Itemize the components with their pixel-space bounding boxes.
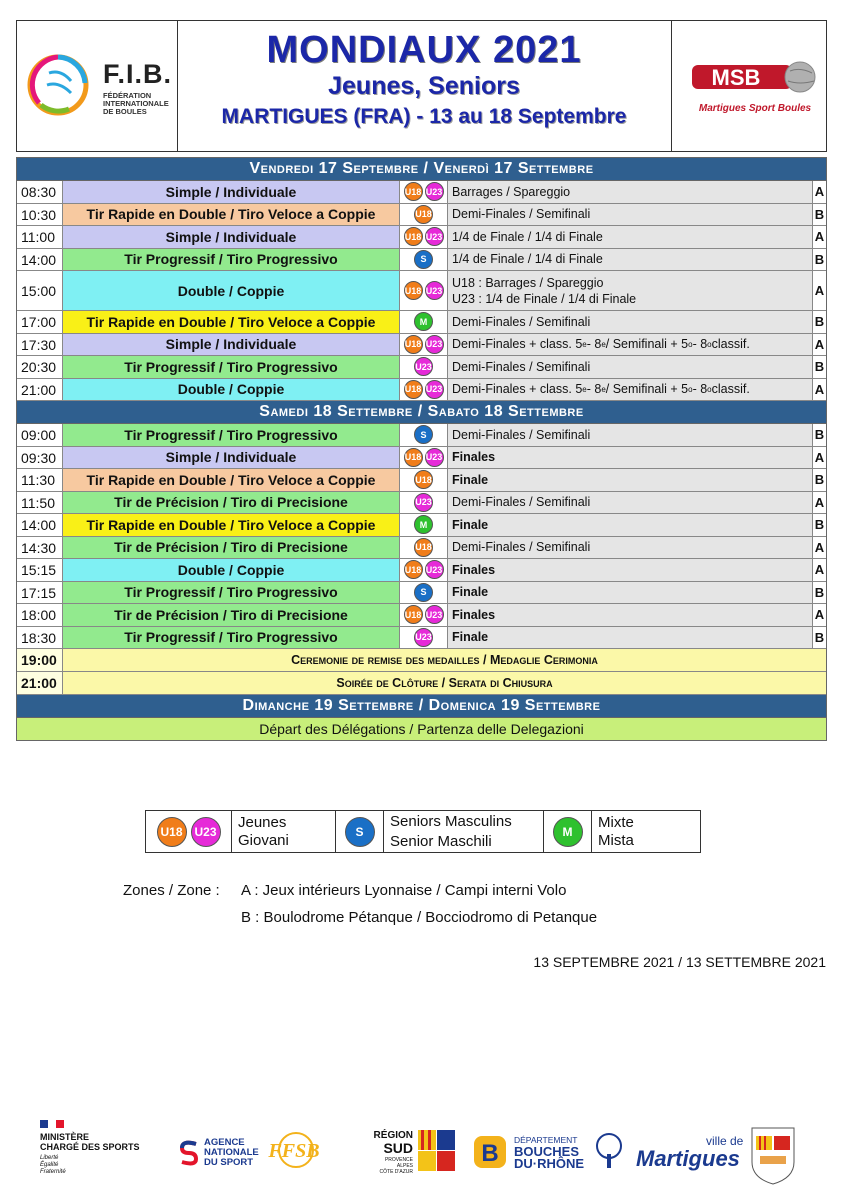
- u18-badge-icon: U18: [404, 448, 423, 467]
- phase-cell: Finale: [448, 627, 813, 649]
- event-cell: Tir Rapide en Double / Tiro Veloce a Coppie: [63, 469, 400, 491]
- svg-text:B: B: [481, 1140, 499, 1167]
- u18-badge-icon: U18: [404, 227, 423, 246]
- zone-cell: A: [814, 539, 825, 555]
- time-cell: 19:00: [17, 649, 63, 671]
- schedule-row: [17, 582, 826, 605]
- event-cell: Tir Progressif / Tiro Progressivo: [63, 424, 400, 446]
- u18-badge-icon: U18: [414, 470, 433, 489]
- u23-badge-icon: U23: [414, 628, 433, 647]
- document-date: 13 SEPTEMBRE 2021 / 13 SETTEMBRE 2021: [533, 954, 826, 970]
- schedule-row: [17, 356, 826, 379]
- svg-text:FFSB: FFSB: [268, 1140, 320, 1162]
- mixte-badge-icon: M: [414, 515, 433, 534]
- phase-cell: 1/4 de Finale / 1/4 di Finale: [448, 249, 813, 271]
- fib-sub-line: INTERNATIONALE: [103, 99, 169, 108]
- day-header: Dimanche 19 Settembre / Domenica 19 Settembre: [17, 695, 826, 718]
- schedule-row: [17, 334, 826, 357]
- phase-cell: [448, 271, 813, 310]
- fib-text: [103, 59, 172, 116]
- event-cell: Tir Progressif / Tiro Progressivo: [63, 627, 400, 649]
- schedule-row: [17, 226, 826, 249]
- event-cell: Tir Rapide en Double / Tiro Veloce a Coppie: [63, 311, 400, 333]
- bouches-du-rhone-logo: [472, 1132, 632, 1198]
- schedule-row: [17, 604, 826, 627]
- zone-cell: B: [814, 629, 825, 645]
- day-header: Vendredi 17 Septembre / Venerdì 17 Settembre: [17, 158, 826, 181]
- seniors-badge-icon: S: [345, 817, 375, 847]
- schedule-row: [17, 627, 826, 650]
- time-cell: 15:00: [17, 271, 63, 310]
- msb-tagline: Martigues Sport Boules: [698, 103, 812, 114]
- sponsor-logos: [0, 1120, 841, 1190]
- event-cell: Simple / Individuale: [63, 181, 400, 203]
- phase-cell: 1/4 de Finale / 1/4 di Finale: [448, 226, 813, 248]
- u23-badge-icon: U23: [425, 605, 444, 624]
- schedule-row: [17, 514, 826, 537]
- category-cell: [400, 356, 448, 378]
- category-cell: [400, 604, 448, 626]
- mixte-badge-icon: M: [553, 817, 583, 847]
- phase-line: U23 : 1/4 de Finale / 1/4 di Finale: [452, 291, 637, 306]
- title-block: [177, 21, 671, 151]
- event-cell: Tir de Précision / Tiro di Precisione: [63, 537, 400, 559]
- phase-cell: Demi-Finales / Semifinali: [448, 356, 813, 378]
- motto-line: Égalité: [40, 1162, 59, 1168]
- ans-s-icon: [178, 1138, 200, 1168]
- ceremony-row: [17, 672, 826, 695]
- time-cell: 14:00: [17, 514, 63, 536]
- ministere-logo: [40, 1120, 150, 1186]
- time-cell: 09:00: [17, 424, 63, 446]
- u23-badge-icon: U23: [425, 380, 444, 399]
- region-line: CÔTE D'AZUR: [379, 1169, 413, 1175]
- u18-badge-icon: U18: [404, 605, 423, 624]
- zone-cell: A: [814, 336, 825, 352]
- region-line: ALPES: [396, 1163, 413, 1169]
- phase-cell: Demi-Finales + class. 5 e - 8 e / Semifinali + 5 o - 8 o classif.: [448, 379, 813, 401]
- fib-logo-block: [17, 21, 178, 151]
- zone-a: A : Jeux intérieurs Lyonnaise / Campi interni Volo: [241, 882, 567, 899]
- schedule-row: [17, 559, 826, 582]
- ans-line: DU SPORT: [204, 1157, 254, 1168]
- zone-cell: B: [814, 206, 825, 222]
- u18-badge-icon: U18: [404, 335, 423, 354]
- schedule-row: [17, 311, 826, 334]
- region-line: PROVENCE: [384, 1157, 413, 1163]
- page-title: MONDIAUX 2021: [266, 29, 582, 71]
- event-cell: Tir de Précision / Tiro di Precisione: [63, 604, 400, 626]
- zone-cell: A: [814, 449, 825, 465]
- category-cell: [400, 559, 448, 581]
- schedule-row: [17, 492, 826, 515]
- msb-name: MSB: [711, 65, 761, 90]
- fib-logo-icon: [27, 43, 89, 127]
- event-cell: Double / Coppie: [63, 379, 400, 401]
- phase-cell: Demi-Finales / Semifinali: [448, 311, 813, 333]
- ligue-provence-logo-icon: [748, 1126, 798, 1186]
- schedule-row: [17, 537, 826, 560]
- category-cell: [400, 249, 448, 271]
- phase-cell: Demi-Finales / Semifinali: [448, 424, 813, 446]
- category-cell: [400, 334, 448, 356]
- legend-mista: Mista: [598, 831, 634, 849]
- u18-badge-icon: U18: [414, 205, 433, 224]
- time-cell: 18:00: [17, 604, 63, 626]
- ville-label: ville de: [706, 1134, 744, 1148]
- zone-cell: B: [814, 251, 825, 267]
- schedule-row: [17, 204, 826, 227]
- zone-cell: B: [814, 427, 825, 443]
- zone-cell: B: [814, 517, 825, 533]
- region-line: RÉGION: [373, 1130, 413, 1141]
- phase-cell: Demi-Finales / Semifinali: [448, 492, 813, 514]
- region-shield-icon: [418, 1130, 456, 1172]
- category-cell: [400, 469, 448, 491]
- time-cell: 14:30: [17, 537, 63, 559]
- event-cell: Tir Progressif / Tiro Progressivo: [63, 249, 400, 271]
- fib-subtitle: [103, 92, 172, 116]
- u18-badge-icon: U18: [404, 281, 423, 300]
- event-cell: Tir Progressif / Tiro Progressivo: [63, 356, 400, 378]
- ans-line: AGENCE: [204, 1137, 245, 1148]
- motto-line: Fraternité: [40, 1169, 66, 1175]
- time-cell: 17:30: [17, 334, 63, 356]
- legend-mixte: Mixte: [598, 813, 634, 831]
- msb-logo-block: [671, 21, 827, 151]
- seniors-badge-icon: S: [414, 425, 433, 444]
- ceremony-text: Ceremonie de remise des medailles / Medaglie Cerimonia: [63, 649, 826, 671]
- french-flag-icon: [40, 1120, 64, 1128]
- legend-jeunes: Jeunes: [238, 813, 287, 831]
- ans-line: NATIONALE: [204, 1147, 259, 1158]
- u18-badge-icon: U18: [404, 560, 423, 579]
- zone-cell: A: [814, 283, 825, 298]
- time-cell: 18:30: [17, 627, 63, 649]
- category-cell: [400, 514, 448, 536]
- time-cell: 20:30: [17, 356, 63, 378]
- legend: [145, 810, 701, 853]
- b-letter-icon: [472, 1134, 508, 1170]
- schedule-table: [16, 157, 827, 741]
- category-cell: [400, 582, 448, 604]
- u23-badge-icon: U23: [425, 281, 444, 300]
- legend-badges-youth: [146, 811, 232, 852]
- time-cell: 21:00: [17, 672, 63, 694]
- u23-badge-icon: U23: [414, 357, 433, 376]
- u18-badge-icon: U18: [157, 817, 187, 847]
- mixte-badge-icon: M: [414, 312, 433, 331]
- time-cell: 11:00: [17, 226, 63, 248]
- schedule-row: [17, 424, 826, 447]
- zone-cell: B: [814, 359, 825, 375]
- u23-badge-icon: U23: [425, 227, 444, 246]
- seniors-badge-icon: S: [414, 250, 433, 269]
- event-cell: Tir Progressif / Tiro Progressivo: [63, 582, 400, 604]
- time-cell: 11:50: [17, 492, 63, 514]
- u18-badge-icon: U18: [414, 538, 433, 557]
- u23-badge-icon: U23: [425, 560, 444, 579]
- phase-cell: Demi-Finales / Semifinali: [448, 537, 813, 559]
- category-cell: [400, 537, 448, 559]
- departure-row: Départ des Délégations / Partenza delle Delegazioni: [17, 718, 826, 740]
- event-cell: Double / Coppie: [63, 271, 400, 310]
- u23-badge-icon: U23: [425, 182, 444, 201]
- fib-sub-line: DE BOULES: [103, 107, 147, 116]
- phase-cell: Demi-Finales + class. 5 e - 8 e / Semifinali + 5 o - 8 o classif.: [448, 334, 813, 356]
- category-cell: [400, 447, 448, 469]
- legend-mixte-text: [592, 811, 700, 852]
- fib-name: F.I.B.: [103, 59, 173, 89]
- u18-badge-icon: U18: [404, 380, 423, 399]
- event-place: MARTIGUES (FRA) - 13 au 18 Septembre: [221, 105, 627, 128]
- martigues-logo: [636, 1134, 746, 1200]
- time-cell: 10:30: [17, 204, 63, 226]
- phase-cell: Finales: [448, 604, 813, 626]
- page-subtitle: Jeunes, Seniors: [328, 72, 520, 100]
- zone-b: B : Boulodrome Pétanque / Bocciodromo di Petanque: [241, 909, 598, 926]
- category-cell: [400, 271, 448, 310]
- zone-cell: A: [814, 494, 825, 510]
- ville-name: Martigues: [636, 1146, 740, 1171]
- dept-line: BOUCHES: [514, 1144, 580, 1159]
- phase-cell: Finale: [448, 514, 813, 536]
- legend-seniors-it: Senior Maschili: [390, 832, 492, 850]
- ministere-line: CHARGÉ DES SPORTS: [40, 1142, 140, 1152]
- schedule-row: [17, 379, 826, 402]
- zones-lead: Zones / Zone :: [123, 882, 220, 899]
- phase-cell: Finales: [448, 559, 813, 581]
- dept-line: DÉPARTEMENT: [514, 1135, 578, 1145]
- zone-cell: B: [814, 314, 825, 330]
- legend-seniors-text: [384, 811, 544, 852]
- zone-cell: B: [814, 584, 825, 600]
- zone-cell: A: [814, 184, 825, 200]
- category-cell: [400, 379, 448, 401]
- category-cell: [400, 226, 448, 248]
- u23-badge-icon: U23: [425, 335, 444, 354]
- event-cell: Tir de Précision / Tiro di Precisione: [63, 492, 400, 514]
- u23-badge-icon: U23: [191, 817, 221, 847]
- time-cell: 17:15: [17, 582, 63, 604]
- category-cell: [400, 424, 448, 446]
- category-cell: [400, 204, 448, 226]
- phase-cell: Finales: [448, 447, 813, 469]
- zone-cell: A: [814, 607, 825, 623]
- tree-icon: [592, 1132, 626, 1172]
- category-cell: [400, 492, 448, 514]
- zones-info: [123, 877, 597, 931]
- legend-badge-seniors: [336, 811, 384, 852]
- ceremony-text: Soirée de Clôture / Serata di Chiusura: [63, 672, 826, 694]
- region-sud-logo: [363, 1130, 463, 1196]
- day-header: Samedi 18 Settembre / Sabato 18 Settembre: [17, 401, 826, 424]
- ceremony-row: [17, 649, 826, 672]
- ffsb-logo-icon: [264, 1130, 322, 1170]
- legend-giovani: Giovani: [238, 831, 289, 849]
- event-cell: Simple / Individuale: [63, 334, 400, 356]
- time-cell: 08:30: [17, 181, 63, 203]
- category-cell: [400, 181, 448, 203]
- schedule-row: [17, 249, 826, 272]
- event-cell: Double / Coppie: [63, 559, 400, 581]
- zone-cell: A: [814, 562, 825, 578]
- time-cell: 11:30: [17, 469, 63, 491]
- zone-cell: A: [814, 229, 825, 245]
- ans-logo: [178, 1136, 328, 1202]
- schedule-row: [17, 469, 826, 492]
- fib-sub-line: FÉDÉRATION: [103, 91, 152, 100]
- time-cell: 17:00: [17, 311, 63, 333]
- time-cell: 15:15: [17, 559, 63, 581]
- zone-cell: B: [814, 472, 825, 488]
- phase-lines: [452, 275, 636, 307]
- u23-badge-icon: U23: [425, 448, 444, 467]
- region-line: SUD: [383, 1140, 413, 1156]
- phase-cell: Barrages / Spareggio: [448, 181, 813, 203]
- u23-badge-icon: U23: [414, 493, 433, 512]
- event-cell: Simple / Individuale: [63, 226, 400, 248]
- phase-cell: Finale: [448, 582, 813, 604]
- event-cell: Tir Rapide en Double / Tiro Veloce a Coppie: [63, 514, 400, 536]
- phase-line: U18 : Barrages / Spareggio: [452, 275, 604, 290]
- legend-youth-text: [232, 811, 336, 852]
- dept-line: DU·RHÔNE: [514, 1156, 585, 1171]
- category-cell: [400, 627, 448, 649]
- zone-cell: A: [814, 381, 825, 397]
- schedule-row: [17, 447, 826, 470]
- ministere-line: MINISTÈRE: [40, 1132, 90, 1142]
- seniors-badge-icon: S: [414, 583, 433, 602]
- schedule-row: [17, 181, 826, 204]
- legend-seniors-fr: Seniors Masculins: [390, 812, 512, 830]
- phase-cell: Demi-Finales / Semifinali: [448, 204, 813, 226]
- event-cell: Simple / Individuale: [63, 447, 400, 469]
- category-cell: [400, 311, 448, 333]
- motto-line: Liberté: [40, 1155, 59, 1161]
- legend-badge-mixte: [544, 811, 592, 852]
- event-cell: Tir Rapide en Double / Tiro Veloce a Coppie: [63, 204, 400, 226]
- u18-badge-icon: U18: [404, 182, 423, 201]
- time-cell: 09:30: [17, 447, 63, 469]
- header: [16, 20, 827, 152]
- phase-cell: Finale: [448, 469, 813, 491]
- schedule-row: [17, 271, 826, 311]
- time-cell: 14:00: [17, 249, 63, 271]
- time-cell: 21:00: [17, 379, 63, 401]
